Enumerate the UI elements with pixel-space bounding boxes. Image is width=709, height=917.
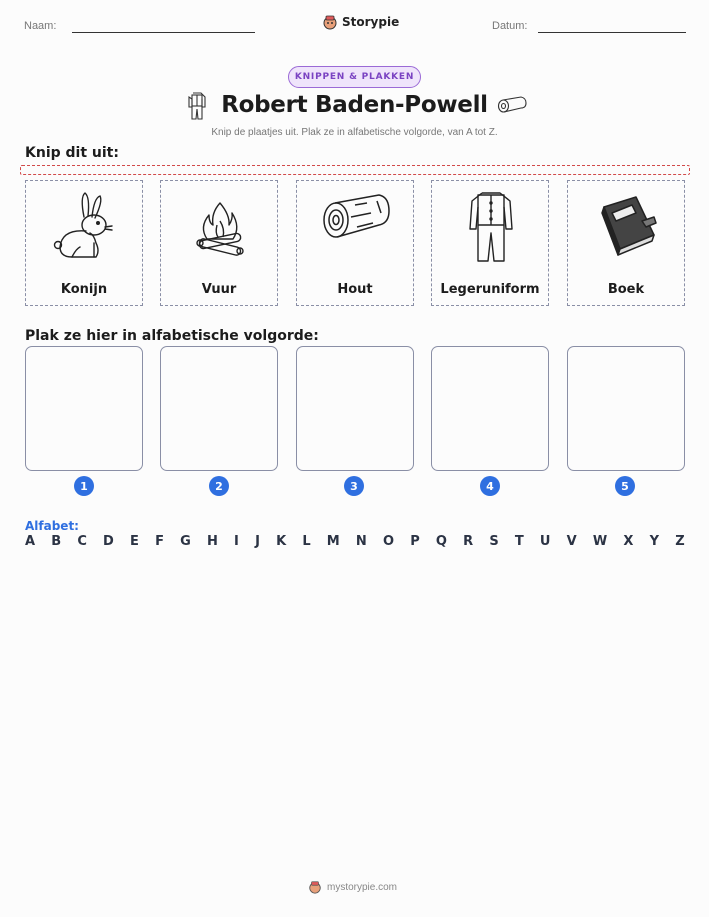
slot-number: 1 xyxy=(74,476,94,496)
alphabet-letter: Y xyxy=(649,534,660,549)
paste-slot-2[interactable] xyxy=(160,346,278,471)
footer-url[interactable]: mystorypie.com xyxy=(327,881,398,893)
alphabet-letter: N xyxy=(355,534,367,549)
paste-slot-5[interactable] xyxy=(567,346,685,471)
alphabet-letter: F xyxy=(155,534,164,549)
alphabet-letter: I xyxy=(234,534,239,549)
uniform-icon xyxy=(456,191,526,263)
alphabet-letter: Z xyxy=(675,534,685,549)
storypie-mascot-icon xyxy=(308,880,322,894)
paste-slot-4[interactable] xyxy=(431,346,549,471)
paste-slot-1[interactable] xyxy=(25,346,143,471)
alphabet-letter: B xyxy=(51,534,62,549)
alphabet-letter: E xyxy=(130,534,139,549)
campfire-icon xyxy=(185,191,255,263)
activity-badge: KNIPPEN & PLAKKEN xyxy=(288,66,421,88)
rabbit-icon xyxy=(50,191,120,263)
book-icon xyxy=(592,191,662,263)
brand-logo xyxy=(322,14,399,30)
alphabet-letter: K xyxy=(276,534,287,549)
log-icon xyxy=(321,191,391,263)
card-label: Hout xyxy=(337,282,373,297)
date-line[interactable] xyxy=(538,32,686,33)
alphabet-letter: L xyxy=(302,534,311,549)
card-label: Legeruniform xyxy=(440,282,540,297)
cut-heading: Knip dit uit: xyxy=(25,145,119,161)
alphabet-letter: V xyxy=(566,534,577,549)
paste-heading: Plak ze hier in alfabetische volgorde: xyxy=(25,328,319,344)
alphabet-letter: G xyxy=(180,534,191,549)
slot-number: 2 xyxy=(209,476,229,496)
alphabet-letter: S xyxy=(489,534,499,549)
name-label: Naam: xyxy=(24,20,57,32)
date-label: Datum: xyxy=(492,20,528,32)
alphabet-heading: Alfabet: xyxy=(25,519,79,533)
alphabet-letter: O xyxy=(382,534,395,549)
cut-line xyxy=(20,165,690,175)
name-line[interactable] xyxy=(72,32,255,33)
alphabet-letter: P xyxy=(410,534,420,549)
slot-number: 3 xyxy=(344,476,364,496)
card-rabbit[interactable] xyxy=(25,180,143,306)
storypie-mascot-icon xyxy=(322,14,338,30)
slot-number: 4 xyxy=(480,476,500,496)
alphabet-letter: Q xyxy=(435,534,447,549)
alphabet-letter: A xyxy=(25,534,36,549)
instructions: Knip de plaatjes uit. Plak ze in alfabetische volgorde, van A tot Z. xyxy=(211,127,498,138)
paste-slot-3[interactable] xyxy=(296,346,414,471)
page-title: Robert Baden-Powell xyxy=(221,92,488,118)
brand-name: Storypie xyxy=(342,15,400,29)
card-log[interactable] xyxy=(296,180,414,306)
card-label: Vuur xyxy=(201,282,237,297)
alphabet-row xyxy=(25,534,685,549)
slot-number: 5 xyxy=(615,476,635,496)
alphabet-letter: T xyxy=(514,534,524,549)
alphabet-letter: H xyxy=(206,534,218,549)
alphabet-letter: D xyxy=(103,534,114,549)
card-uniform[interactable] xyxy=(431,180,549,306)
alphabet-letter: W xyxy=(592,534,608,549)
alphabet-letter: R xyxy=(463,534,474,549)
alphabet-letter: M xyxy=(326,534,340,549)
card-label: Konijn xyxy=(60,282,108,297)
card-book[interactable] xyxy=(567,180,685,306)
log-small-icon xyxy=(497,96,527,114)
alphabet-letter: C xyxy=(77,534,87,549)
alphabet-letter: U xyxy=(539,534,551,549)
card-label: Boek xyxy=(607,282,645,297)
alphabet-letter: J xyxy=(255,534,260,549)
footer xyxy=(308,880,397,894)
alphabet-letter: X xyxy=(623,534,634,549)
card-fire[interactable] xyxy=(160,180,278,306)
